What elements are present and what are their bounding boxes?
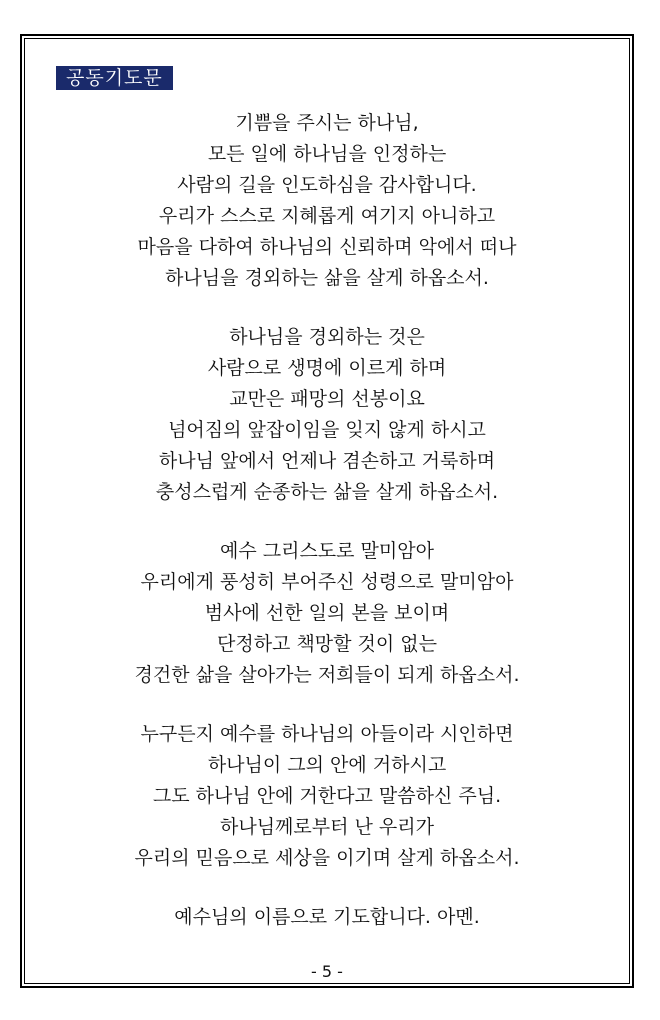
prayer-line: 하나님 앞에서 언제나 겸손하고 거룩하며 (158, 450, 496, 472)
prayer-line: 사람으로 생명에 이르게 하며 (207, 357, 447, 379)
prayer-line: 충성스럽게 순종하는 삶을 살게 하옵소서. (155, 481, 499, 503)
closing-line: 예수님의 이름으로 기도합니다. 아멘. (174, 906, 480, 928)
prayer-body (24, 108, 630, 933)
prayer-line: 그도 하나님 안에 거한다고 말씀하신 주님. (152, 785, 502, 807)
prayer-line: 모든 일에 하나님을 인정하는 (207, 143, 447, 165)
prayer-line: 누구든지 예수를 하나님의 아들이라 시인하면 (140, 723, 514, 745)
prayer-line: 우리에게 풍성히 부어주신 성령으로 말미암아 (140, 571, 514, 593)
prayer-line: 하나님을 경외하는 삶을 살게 하옵소서. (165, 267, 489, 289)
stanza-1 (24, 108, 630, 294)
prayer-line: 하나님을 경외하는 것은 (229, 326, 425, 348)
prayer-line: 마음을 다하여 하나님의 신뢰하며 악에서 떠나 (137, 236, 517, 258)
prayer-line: 기쁨을 주시는 하나님, (235, 112, 419, 134)
prayer-title: 공동기도문 (56, 66, 173, 90)
prayer-line: 하나님께로부터 난 우리가 (220, 816, 434, 838)
prayer-line: 사람의 길을 인도하심을 감사합니다. (177, 174, 477, 196)
page-number: - 5 - (311, 962, 343, 981)
prayer-line: 범사에 선한 일의 본을 보이며 (204, 602, 450, 624)
prayer-line: 우리의 믿음으로 세상을 이기며 살게 하옵소서. (134, 847, 520, 869)
prayer-line: 하나님이 그의 안에 거하시고 (207, 754, 447, 776)
prayer-line: 경건한 삶을 살아가는 저희들이 되게 하옵소서. (134, 664, 520, 686)
prayer-line: 단정하고 책망할 것이 없는 (216, 633, 437, 655)
prayer-line: 넘어짐의 앞잡이임을 잊지 않게 하시고 (168, 419, 486, 441)
prayer-line: 교만은 패망의 선봉이요 (229, 388, 425, 410)
stanza-4 (24, 719, 630, 874)
prayer-line: 우리가 스스로 지혜롭게 여기지 아니하고 (158, 205, 496, 227)
prayer-line: 예수 그리스도로 말미암아 (220, 540, 434, 562)
stanza-3 (24, 536, 630, 691)
stanza-2 (24, 322, 630, 508)
